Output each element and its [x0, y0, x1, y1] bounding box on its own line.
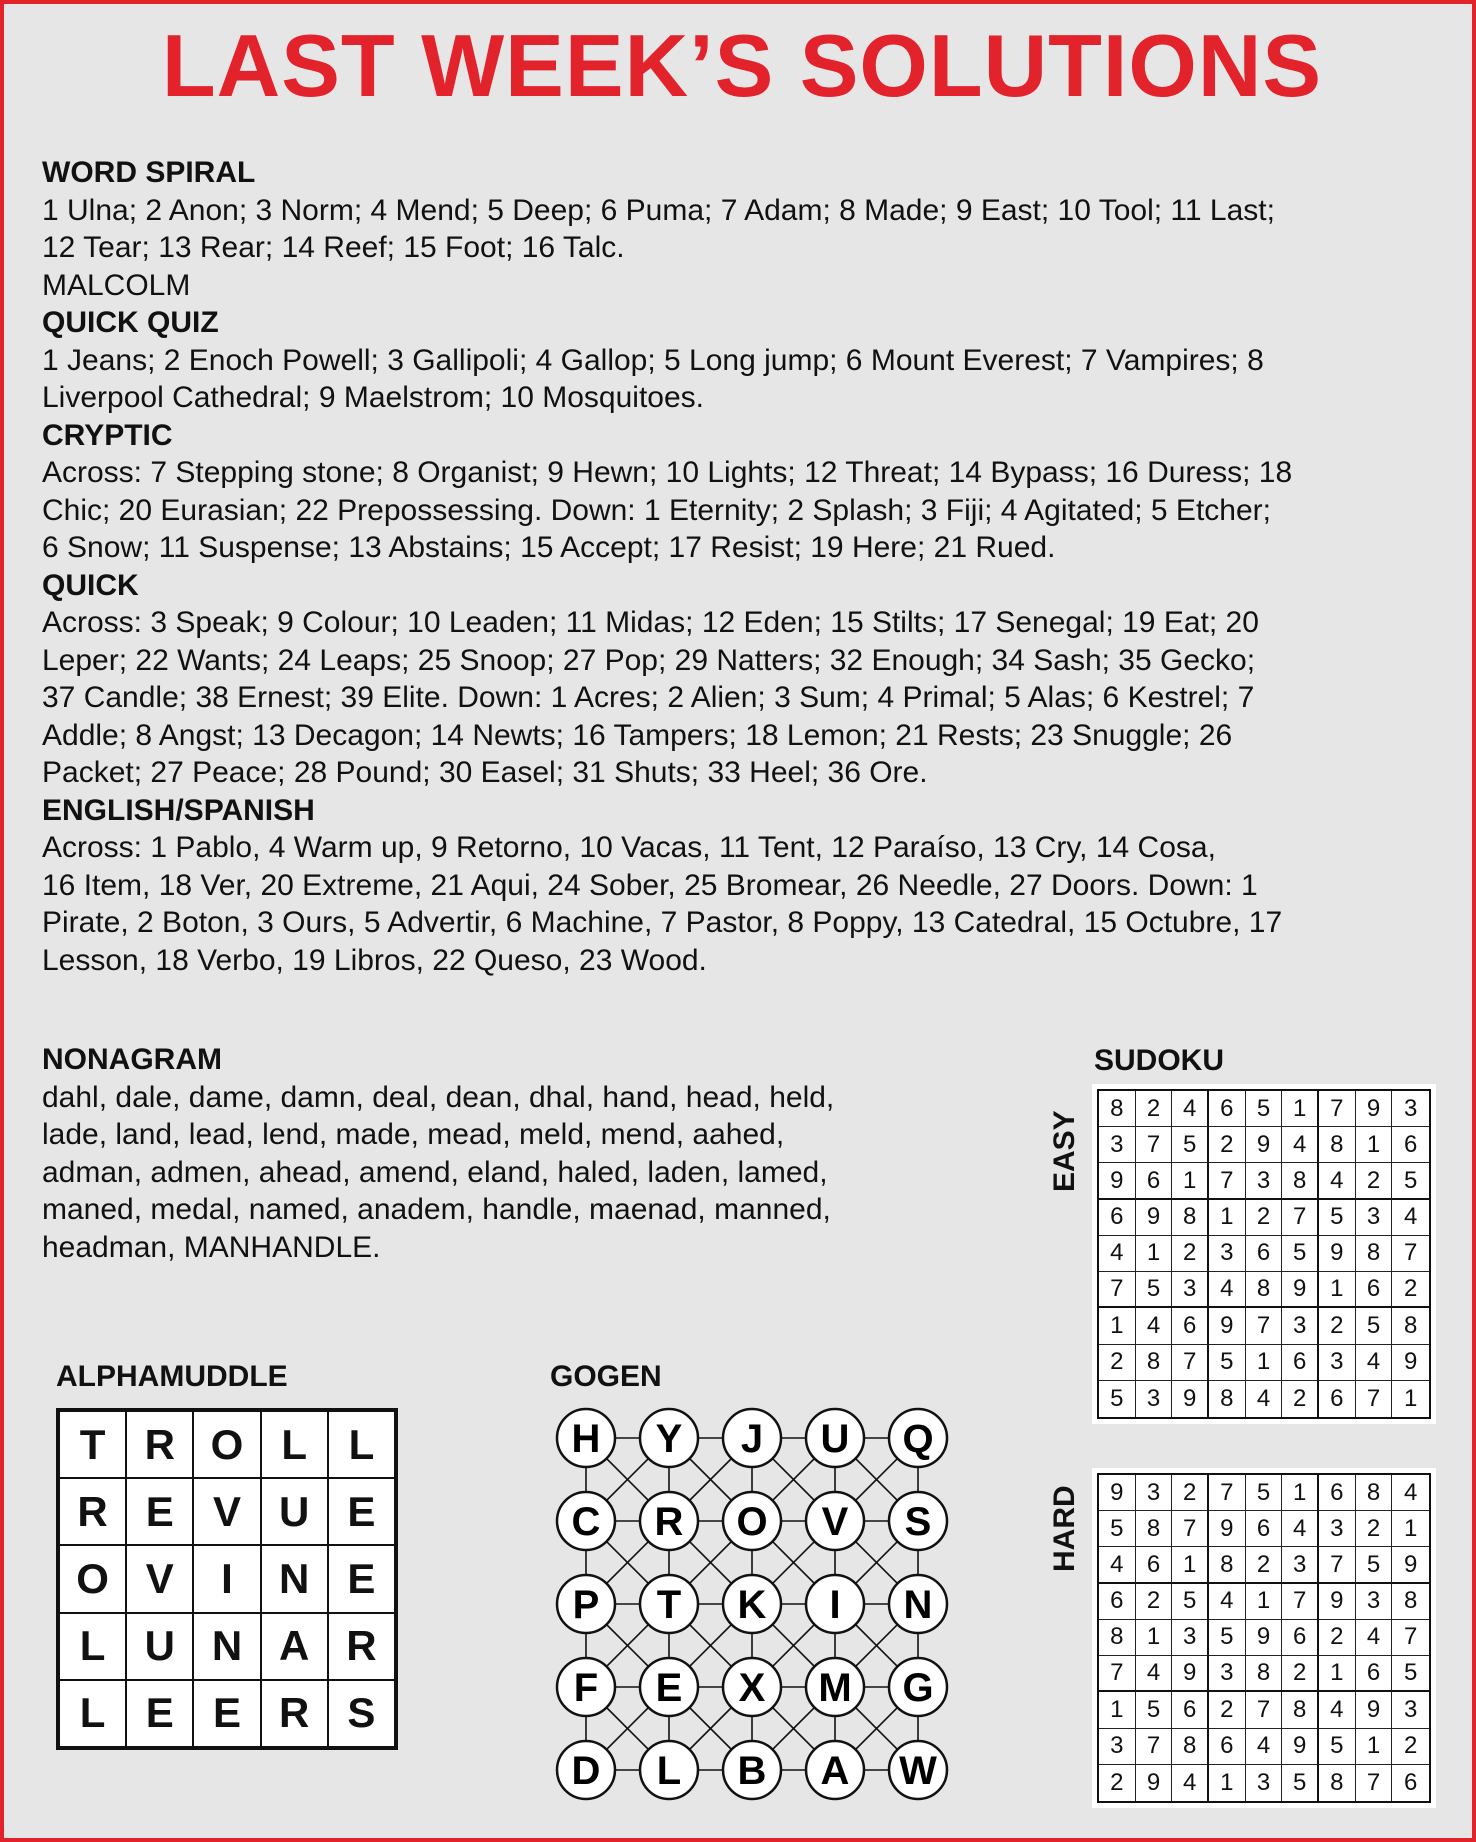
nonagram-section — [42, 1041, 982, 1266]
gogen-letter: S — [904, 1500, 932, 1544]
sudoku-cell: 8 — [1246, 1272, 1283, 1308]
sudoku-cell: 3 — [1246, 1163, 1283, 1199]
sudoku-cell: 2 — [1356, 1511, 1393, 1547]
alphamuddle-cell: S — [328, 1680, 395, 1747]
sudoku-cell: 7 — [1136, 1729, 1173, 1765]
sudoku-cell: 8 — [1099, 1620, 1136, 1656]
sudoku-cell: 5 — [1172, 1584, 1209, 1620]
sudoku-cell: 8 — [1319, 1127, 1356, 1163]
sudoku-cell: 9 — [1282, 1272, 1319, 1308]
alphamuddle-cell: T — [59, 1411, 126, 1478]
alphamuddle-cell: U — [261, 1478, 328, 1545]
sudoku-cell: 3 — [1136, 1381, 1173, 1417]
sudoku-cell: 6 — [1172, 1692, 1209, 1728]
sudoku-cell: 9 — [1319, 1236, 1356, 1272]
sudoku-cell: 4 — [1099, 1547, 1136, 1583]
sudoku-cell: 1 — [1356, 1127, 1393, 1163]
sudoku-cell: 2 — [1136, 1091, 1173, 1127]
gogen-node — [806, 1741, 864, 1799]
gogen-letter: T — [656, 1583, 682, 1627]
sudoku-cell: 1 — [1172, 1547, 1209, 1583]
sudoku-cell: 6 — [1356, 1272, 1393, 1308]
sudoku-cell: 5 — [1319, 1729, 1356, 1765]
sudoku-cell: 2 — [1209, 1127, 1246, 1163]
alphamuddle-cell: L — [261, 1411, 328, 1478]
sudoku-cell: 7 — [1136, 1127, 1173, 1163]
gogen-node — [640, 1741, 698, 1799]
sudoku-easy-label: EASY — [1048, 1110, 1081, 1192]
gogen-node — [557, 1741, 615, 1799]
gogen-letter: P — [572, 1583, 600, 1627]
sudoku-cell: 5 — [1209, 1345, 1246, 1381]
sudoku-cell: 4 — [1356, 1620, 1393, 1656]
sudoku-cell: 7 — [1246, 1692, 1283, 1728]
sudoku-cell: 4 — [1209, 1272, 1246, 1308]
solution-section — [42, 154, 1452, 304]
sudoku-hard-label: HARD — [1048, 1485, 1081, 1572]
sudoku-cell: 6 — [1392, 1127, 1429, 1163]
sudoku-cell: 8 — [1209, 1547, 1246, 1583]
section-line: Liverpool Cathedral; 9 Maelstrom; 10 Mosquitoes. — [42, 381, 704, 414]
gogen-letter: Y — [655, 1417, 683, 1461]
sudoku-cell: 4 — [1282, 1127, 1319, 1163]
sudoku-cell: 7 — [1209, 1163, 1246, 1199]
gogen-node — [640, 1492, 698, 1550]
alphamuddle-cell: O — [193, 1411, 260, 1478]
alphamuddle-cell: I — [193, 1545, 260, 1612]
sudoku-cell: 7 — [1319, 1091, 1356, 1127]
gogen-node — [640, 1575, 698, 1633]
sudoku-cell: 8 — [1172, 1729, 1209, 1765]
gogen-letter: M — [818, 1666, 852, 1710]
sudoku-cell: 8 — [1392, 1308, 1429, 1344]
sudoku-cell: 2 — [1282, 1381, 1319, 1417]
sudoku-cell: 5 — [1356, 1547, 1393, 1583]
sudoku-cell: 8 — [1319, 1765, 1356, 1801]
alphamuddle-cell: R — [261, 1680, 328, 1747]
gogen-letter: F — [573, 1666, 599, 1710]
sudoku-cell: 9 — [1246, 1620, 1283, 1656]
text-solutions — [42, 154, 1452, 979]
sudoku-cell: 7 — [1282, 1200, 1319, 1236]
sudoku-cell: 8 — [1282, 1692, 1319, 1728]
section-line: Chic; 20 Eurasian; 22 Prepossessing. Down: 1 Eternity; 2 Splash; 3 Fiji; 4 Agitated; 5 Etcher; — [42, 493, 1271, 527]
section-line: 6 Snow; 11 Suspense; 13 Abstains; 15 Accept; 17 Resist; 19 Here; 21 Rued. — [42, 531, 1056, 564]
sudoku-cell: 9 — [1392, 1345, 1429, 1381]
sudoku-cell: 7 — [1172, 1345, 1209, 1381]
alphamuddle-cell: A — [261, 1613, 328, 1680]
sudoku-cell: 3 — [1392, 1091, 1429, 1127]
gogen-node — [557, 1575, 615, 1633]
sudoku-cell: 8 — [1209, 1381, 1246, 1417]
sudoku-cell: 6 — [1099, 1584, 1136, 1620]
sudoku-cell: 2 — [1246, 1547, 1283, 1583]
sudoku-cell: 5 — [1172, 1127, 1209, 1163]
sudoku-cell: 1 — [1403, 1384, 1418, 1412]
sudoku-cell: 8 — [1392, 1584, 1429, 1620]
gogen-node — [889, 1409, 947, 1467]
gogen-letter: R — [654, 1500, 684, 1544]
sudoku-cell: 7 — [1282, 1584, 1319, 1620]
sudoku-cell: 5 — [1319, 1200, 1356, 1236]
sudoku-cell: 7 — [1392, 1620, 1429, 1656]
sudoku-cell: 9 — [1172, 1656, 1209, 1692]
sudoku-cell: 9 — [1356, 1091, 1393, 1127]
sudoku-cell: 2 — [1099, 1345, 1136, 1381]
sudoku-cell: 5 — [1209, 1620, 1246, 1656]
section-heading: ENGLISH/SPANISH — [42, 793, 315, 827]
sudoku-cell: 3 — [1282, 1547, 1319, 1583]
gogen-node — [723, 1575, 781, 1633]
sudoku-cell: 2 — [1136, 1584, 1173, 1620]
sudoku-cell: 4 — [1172, 1765, 1209, 1801]
sudoku-cell: 4 — [1319, 1692, 1356, 1728]
sudoku-cell: 4 — [1136, 1656, 1173, 1692]
sudoku-cell: 5 — [1136, 1692, 1173, 1728]
gogen-board — [552, 1404, 962, 1824]
alphamuddle-cell: L — [328, 1411, 395, 1478]
sudoku-cell: 8 — [1356, 1236, 1393, 1272]
sudoku-cell: 9 — [1172, 1381, 1209, 1417]
sudoku-cell: 2 — [1246, 1200, 1283, 1236]
alphamuddle-cell: E — [126, 1478, 193, 1545]
sudoku-cell: 2 — [1172, 1236, 1209, 1272]
sudoku-easy-grid — [1097, 1089, 1431, 1419]
sudoku-cell: 3 — [1099, 1127, 1136, 1163]
gogen-letter: I — [829, 1583, 841, 1627]
sudoku-cell: 2 — [1392, 1272, 1429, 1308]
section-line: Leper; 22 Wants; 24 Leaps; 25 Snoop; 27 Pop; 29 Natters; 32 Enough; 34 Sash; 35 Gecko; — [42, 643, 1256, 677]
gogen-node — [889, 1658, 947, 1716]
sudoku-cell: 1 — [1282, 1475, 1319, 1511]
sudoku-cell: 4 — [1319, 1163, 1356, 1199]
gogen-letter: O — [736, 1500, 768, 1544]
gogen-node — [557, 1658, 615, 1716]
solution-section — [42, 792, 1452, 980]
sudoku-cell: 2 — [1209, 1692, 1246, 1728]
section-line: 16 Item, 18 Ver, 20 Extreme, 21 Aqui, 24 Sober, 25 Bromear, 26 Needle, 27 Doors. Down: 1 — [42, 868, 1258, 902]
gogen-node — [806, 1658, 864, 1716]
section-line: Lesson, 18 Verbo, 19 Libros, 22 Queso, 23 Wood. — [42, 943, 707, 977]
gogen-node — [889, 1575, 947, 1633]
section-heading: QUICK — [42, 568, 139, 602]
sudoku-cell: 6 — [1136, 1163, 1173, 1199]
gogen-node — [557, 1492, 615, 1550]
gogen-node — [723, 1658, 781, 1716]
alphamuddle-cell: R — [328, 1613, 395, 1680]
alphamuddle-cell: L — [59, 1613, 126, 1680]
nonagram-line: lade, land, lead, lend, made, mead, meld, mend, aahed, — [42, 1118, 785, 1151]
gogen-node — [640, 1658, 698, 1716]
nonagram-line: maned, medal, named, anadem, handle, maenad, manned, — [42, 1193, 831, 1226]
sudoku-cell: 1 — [1209, 1200, 1246, 1236]
gogen-letter: K — [737, 1583, 767, 1627]
sudoku-cell: 8 — [1136, 1345, 1173, 1381]
sudoku-cell: 6 — [1403, 1768, 1418, 1796]
section-line: 1 Ulna; 2 Anon; 3 Norm; 4 Mend; 5 Deep; 6 Puma; 7 Adam; 8 Made; 9 East; 10 Tool; 11 Last; — [42, 193, 1275, 227]
sudoku-cell: 5 — [1246, 1091, 1283, 1127]
gogen-letter: G — [902, 1666, 934, 1710]
alphamuddle-cell: V — [126, 1545, 193, 1612]
sudoku-cell: 6 — [1099, 1200, 1136, 1236]
gogen-letter: A — [820, 1749, 850, 1793]
sudoku-cell: 4 — [1246, 1729, 1283, 1765]
sudoku-cell: 1 — [1136, 1236, 1173, 1272]
sudoku-cell: 6 — [1356, 1656, 1393, 1692]
sudoku-cell: 1 — [1282, 1091, 1319, 1127]
sudoku-cell: 3 — [1172, 1620, 1209, 1656]
gogen-letter: N — [903, 1583, 933, 1627]
sudoku-cell: 3 — [1136, 1475, 1173, 1511]
sudoku-cell: 4 — [1282, 1511, 1319, 1547]
section-heading: WORD SPIRAL — [42, 156, 256, 189]
alphamuddle-cell: E — [193, 1680, 260, 1747]
sudoku-cell: 7 — [1099, 1656, 1136, 1692]
sudoku-cell: 6 — [1282, 1345, 1319, 1381]
sudoku-cell: 3 — [1392, 1692, 1429, 1728]
sudoku-cell: 2 — [1356, 1163, 1393, 1199]
sudoku-cell: 2 — [1392, 1729, 1429, 1765]
solution-section — [42, 304, 1452, 417]
gogen-node — [557, 1409, 615, 1467]
sudoku-cell: 7 — [1246, 1308, 1283, 1344]
sudoku-cell: 9 — [1099, 1475, 1136, 1511]
sudoku-cell: 5 — [1392, 1656, 1429, 1692]
sudoku-cell: 8 — [1356, 1475, 1393, 1511]
gogen-letter: H — [571, 1417, 601, 1461]
sudoku-cell: 9 — [1319, 1584, 1356, 1620]
sudoku-cell: 7 — [1392, 1236, 1429, 1272]
gogen-letter: C — [571, 1500, 601, 1544]
gogen-node — [723, 1741, 781, 1799]
sudoku-cell: 1 — [1319, 1272, 1356, 1308]
sudoku-heading: SUDOKU — [1094, 1044, 1225, 1077]
alphamuddle-cell: L — [59, 1680, 126, 1747]
sudoku-cell: 9 — [1282, 1729, 1319, 1765]
section-line: Across: 7 Stepping stone; 8 Organist; 9 Hewn; 10 Lights; 12 Threat; 14 Bypass; 16 Duress; 18 — [42, 456, 1293, 489]
sudoku-cell: 5 — [1282, 1765, 1319, 1801]
sudoku-cell: 9 — [1099, 1163, 1136, 1199]
sudoku-cell: 5 — [1246, 1475, 1283, 1511]
sudoku-cell: 7 — [1356, 1765, 1393, 1801]
sudoku-cell: 4 — [1136, 1308, 1173, 1344]
sudoku-cell: 5 — [1282, 1236, 1319, 1272]
sudoku-cell: 3 — [1246, 1765, 1283, 1801]
gogen-letter: J — [740, 1417, 764, 1461]
sudoku-cell: 8 — [1282, 1163, 1319, 1199]
sudoku-cell: 3 — [1356, 1584, 1393, 1620]
alphamuddle-cell: E — [328, 1478, 395, 1545]
nonagram-line: headman, MANHANDLE. — [42, 1230, 381, 1264]
sudoku-cell: 9 — [1136, 1765, 1173, 1801]
sudoku-cell: 4 — [1209, 1584, 1246, 1620]
sudoku-cell: 1 — [1099, 1308, 1136, 1344]
sudoku-cell: 7 — [1356, 1381, 1393, 1417]
sudoku-cell: 3 — [1282, 1308, 1319, 1344]
sudoku-cell: 9 — [1246, 1127, 1283, 1163]
sudoku-cell: 7 — [1172, 1511, 1209, 1547]
sudoku-cell: 5 — [1099, 1381, 1136, 1417]
sudoku-cell: 3 — [1099, 1729, 1136, 1765]
solution-section — [42, 567, 1452, 792]
gogen-node — [806, 1492, 864, 1550]
sudoku-hard-grid — [1097, 1473, 1431, 1803]
sudoku-cell: 8 — [1136, 1511, 1173, 1547]
sudoku-cell: 8 — [1099, 1091, 1136, 1127]
section-line: Packet; 27 Peace; 28 Pound; 30 Easel; 31 Shuts; 33 Heel; 36 Ore. — [42, 756, 928, 789]
sudoku-cell: 5 — [1392, 1163, 1429, 1199]
sudoku-cell: 1 — [1209, 1765, 1246, 1801]
sudoku-cell: 8 — [1172, 1200, 1209, 1236]
gogen-letter: Q — [902, 1417, 934, 1461]
sudoku-easy — [1092, 1084, 1436, 1424]
sudoku-cell: 2 — [1282, 1656, 1319, 1692]
sudoku-cell: 5 — [1356, 1308, 1393, 1344]
sudoku-cell: 3 — [1209, 1236, 1246, 1272]
alphamuddle-heading: ALPHAMUDDLE — [56, 1360, 288, 1393]
alphamuddle-grid — [56, 1408, 398, 1750]
alphamuddle-cell: U — [126, 1613, 193, 1680]
page-title: LAST WEEK’S SOLUTIONS — [161, 16, 1323, 115]
sudoku-cell: 1 — [1172, 1163, 1209, 1199]
sudoku-cell: 2 — [1172, 1475, 1209, 1511]
sudoku-cell: 1 — [1246, 1345, 1283, 1381]
gogen-letter: D — [571, 1749, 601, 1793]
sudoku-cell: 5 — [1099, 1511, 1136, 1547]
sudoku-cell: 4 — [1099, 1236, 1136, 1272]
gogen-letter: B — [737, 1749, 767, 1793]
sudoku-cell: 1 — [1319, 1656, 1356, 1692]
alphamuddle-cell: R — [126, 1411, 193, 1478]
gogen-letter: L — [656, 1749, 682, 1793]
nonagram-line: dahl, dale, dame, damn, deal, dean, dhal, hand, head, held, — [42, 1080, 835, 1114]
section-line: Pirate, 2 Boton, 3 Ours, 5 Advertir, 6 Machine, 7 Pastor, 8 Poppy, 13 Catedral, 15 Octubre, 17 — [42, 906, 1283, 939]
section-line: 1 Jeans; 2 Enoch Powell; 3 Gallipoli; 4 Gallop; 5 Long jump; 6 Mount Everest; 7 Vampires; 8 — [42, 343, 1264, 377]
sudoku-cell: 6 — [1172, 1308, 1209, 1344]
sudoku-hard — [1092, 1468, 1436, 1808]
section-line: 12 Tear; 13 Rear; 14 Reef; 15 Foot; 16 Talc. — [42, 231, 625, 264]
alphamuddle-cell: V — [193, 1478, 260, 1545]
gogen-letter: U — [820, 1417, 850, 1461]
gogen-node — [806, 1575, 864, 1633]
gogen-node — [723, 1492, 781, 1550]
gogen-letter: W — [899, 1749, 937, 1793]
sudoku-cell: 6 — [1136, 1547, 1173, 1583]
alphamuddle-cell: N — [261, 1545, 328, 1612]
sudoku-cell: 5 — [1136, 1272, 1173, 1308]
sudoku-cell: 1 — [1136, 1620, 1173, 1656]
sudoku-cell: 6 — [1319, 1475, 1356, 1511]
section-line: 37 Candle; 38 Ernest; 39 Elite. Down: 1 Acres; 2 Alien; 3 Sum; 4 Primal; 5 Alas; 6 Kestrel; 7 — [42, 681, 1255, 714]
alphamuddle-cell: O — [59, 1545, 126, 1612]
sudoku-cell: 6 — [1282, 1620, 1319, 1656]
gogen-letter: E — [655, 1666, 683, 1710]
nonagram-line: adman, admen, ahead, amend, eland, haled, laden, lamed, — [42, 1155, 828, 1189]
sudoku-cell: 6 — [1246, 1511, 1283, 1547]
sudoku-cell: 1 — [1246, 1584, 1283, 1620]
sudoku-cell: 6 — [1246, 1236, 1283, 1272]
sudoku-cell: 6 — [1209, 1729, 1246, 1765]
sudoku-cell: 9 — [1136, 1200, 1173, 1236]
gogen-letter: X — [738, 1666, 766, 1710]
solution-section — [42, 417, 1452, 567]
sudoku-cell: 4 — [1392, 1475, 1429, 1511]
sudoku-cell: 2 — [1319, 1308, 1356, 1344]
alphamuddle-cell: E — [328, 1545, 395, 1612]
sudoku-cell: 3 — [1319, 1345, 1356, 1381]
sudoku-cell: 1 — [1099, 1692, 1136, 1728]
section-line: MALCOLM — [42, 268, 191, 302]
sudoku-cell: 4 — [1356, 1345, 1393, 1381]
sudoku-cell: 6 — [1319, 1381, 1356, 1417]
sudoku-cell: 3 — [1209, 1656, 1246, 1692]
gogen-node — [889, 1741, 947, 1799]
gogen-letter: V — [821, 1500, 849, 1544]
sudoku-cell: 9 — [1392, 1547, 1429, 1583]
alphamuddle-cell: R — [59, 1478, 126, 1545]
section-line: Across: 3 Speak; 9 Colour; 10 Leaden; 11 Midas; 12 Eden; 15 Stilts; 17 Senegal; 19 Eat; 20 — [42, 606, 1259, 639]
sudoku-cell: 4 — [1246, 1381, 1283, 1417]
sudoku-cell: 2 — [1099, 1765, 1136, 1801]
gogen-node — [640, 1409, 698, 1467]
alphamuddle-cell: E — [126, 1680, 193, 1747]
sudoku-cell: 1 — [1392, 1511, 1429, 1547]
sudoku-cell: 1 — [1356, 1729, 1393, 1765]
sudoku-cell: 9 — [1209, 1308, 1246, 1344]
gogen-heading: GOGEN — [550, 1360, 662, 1393]
nonagram-answers — [42, 1079, 982, 1267]
sudoku-cell: 3 — [1356, 1200, 1393, 1236]
sudoku-cell: 2 — [1319, 1620, 1356, 1656]
sudoku-cell: 7 — [1209, 1475, 1246, 1511]
sudoku-cell: 4 — [1392, 1200, 1429, 1236]
section-heading: QUICK QUIZ — [42, 306, 219, 339]
sudoku-cell: 4 — [1172, 1091, 1209, 1127]
sudoku-cell: 3 — [1319, 1511, 1356, 1547]
sudoku-cell: 7 — [1099, 1272, 1136, 1308]
alphamuddle-cell: N — [193, 1613, 260, 1680]
section-line: Across: 1 Pablo, 4 Warm up, 9 Retorno, 10 Vacas, 11 Tent, 12 Paraíso, 13 Cry, 14 Cosa, — [42, 831, 1216, 864]
sudoku-cell: 3 — [1172, 1272, 1209, 1308]
gogen-node — [889, 1492, 947, 1550]
section-line: Addle; 8 Angst; 13 Decagon; 14 Newts; 16 Tampers; 18 Lemon; 21 Rests; 23 Snuggle; 26 — [42, 718, 1233, 752]
section-heading: CRYPTIC — [42, 418, 173, 452]
sudoku-cell: 8 — [1246, 1656, 1283, 1692]
gogen-node — [806, 1409, 864, 1467]
sudoku-cell: 7 — [1319, 1547, 1356, 1583]
sudoku-cell: 6 — [1209, 1091, 1246, 1127]
nonagram-heading: NONAGRAM — [42, 1043, 222, 1076]
sudoku-cell: 9 — [1209, 1511, 1246, 1547]
sudoku-cell: 9 — [1356, 1692, 1393, 1728]
gogen-node — [723, 1409, 781, 1467]
